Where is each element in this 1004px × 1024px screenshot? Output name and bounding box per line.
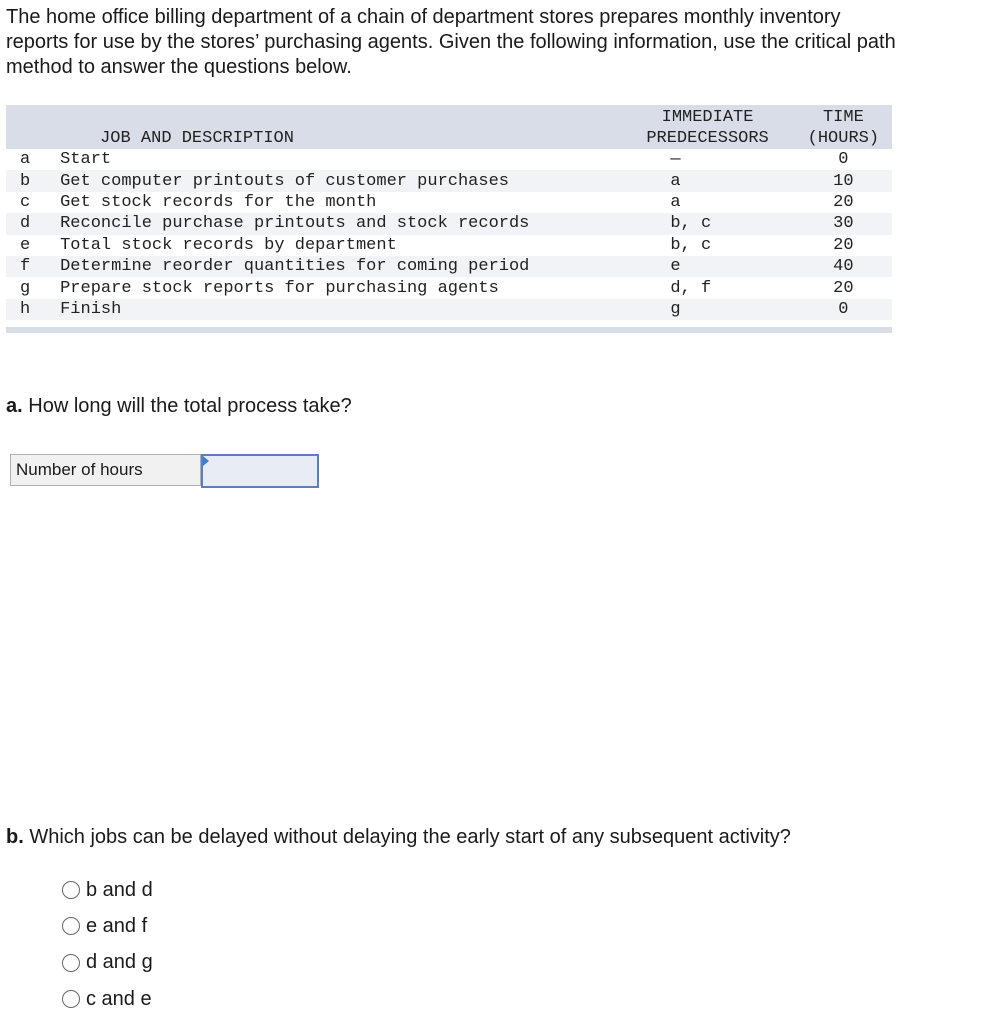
radio-button[interactable] bbox=[62, 954, 80, 972]
header-letter-col bbox=[6, 105, 57, 149]
question-a-prefix: a. bbox=[6, 395, 23, 417]
job-description: Get stock records for the month bbox=[60, 192, 377, 212]
job-description: Total stock records by department bbox=[60, 235, 397, 255]
job-table-grid bbox=[6, 105, 892, 320]
job-predecessors: e bbox=[670, 257, 681, 277]
radio-button[interactable] bbox=[62, 917, 80, 935]
hours-input[interactable] bbox=[201, 454, 319, 488]
job-predecessors: d, f bbox=[670, 278, 712, 298]
job-letter: g bbox=[20, 278, 31, 298]
job-description: Finish bbox=[60, 299, 122, 319]
option-d-and-g[interactable] bbox=[62, 945, 153, 981]
job-letter: f bbox=[20, 257, 31, 277]
option-e-and-f[interactable] bbox=[62, 908, 153, 944]
job-predecessors: — bbox=[670, 150, 681, 170]
option-label: b and d bbox=[86, 878, 153, 901]
table-row bbox=[6, 149, 892, 170]
question-a-text: How long will the total process take? bbox=[28, 395, 352, 417]
option-label: e and f bbox=[86, 914, 148, 937]
job-time: 10 bbox=[833, 171, 854, 191]
number-of-hours-label: Number of hours bbox=[10, 454, 201, 486]
option-label: c and e bbox=[86, 987, 152, 1010]
header-time-hours bbox=[795, 105, 892, 149]
radio-button[interactable] bbox=[62, 990, 80, 1008]
table-row bbox=[6, 256, 892, 277]
hours-input-wrap bbox=[201, 454, 319, 486]
job-time: 20 bbox=[833, 235, 854, 255]
table-row bbox=[6, 277, 892, 298]
option-b-and-d[interactable] bbox=[62, 872, 153, 908]
job-description: Get computer printouts of customer purchases bbox=[60, 171, 509, 191]
question-b-text: Which jobs can be delayed without delaying the early start of any subsequent activity? bbox=[29, 826, 791, 848]
answer-options bbox=[62, 872, 153, 1017]
job-table bbox=[6, 105, 892, 333]
job-time: 20 bbox=[833, 192, 854, 212]
option-label: d and g bbox=[86, 951, 153, 974]
header-pred-line1: IMMEDIATE bbox=[661, 108, 754, 127]
table-row bbox=[6, 235, 892, 256]
question-b bbox=[6, 825, 791, 849]
table-row bbox=[6, 299, 892, 320]
problem-statement bbox=[6, 5, 1004, 80]
header-job-line2: JOB AND DESCRIPTION bbox=[100, 129, 294, 148]
question-b-prefix: b. bbox=[6, 826, 24, 848]
intro-line: The home office billing department of a chain of department stores prepares monthly inventory bbox=[6, 6, 841, 28]
job-predecessors: a bbox=[670, 171, 681, 191]
job-predecessors: b, c bbox=[670, 235, 712, 255]
job-predecessors: g bbox=[670, 299, 681, 319]
question-a bbox=[6, 394, 352, 418]
job-letter: b bbox=[20, 171, 31, 191]
radio-button[interactable] bbox=[62, 881, 80, 899]
job-letter: a bbox=[20, 150, 31, 170]
intro-line: reports for use by the stores’ purchasing agents. Given the following information, use the critical path bbox=[6, 31, 896, 53]
header-time-line1: TIME bbox=[822, 108, 864, 127]
job-letter: e bbox=[20, 235, 31, 255]
job-time: 0 bbox=[838, 299, 849, 319]
job-predecessors: a bbox=[670, 192, 681, 212]
intro-line: method to answer the questions below. bbox=[6, 56, 352, 78]
job-time: 0 bbox=[838, 150, 849, 170]
table-row bbox=[6, 192, 892, 213]
header-job-description bbox=[57, 105, 620, 149]
header-time-line2: (HOURS) bbox=[807, 129, 880, 148]
header-pred-line2: PREDECESSORS bbox=[646, 129, 769, 148]
job-time: 30 bbox=[833, 214, 854, 234]
answer-row-hours bbox=[10, 454, 319, 486]
job-letter: c bbox=[20, 192, 31, 212]
table-row bbox=[6, 213, 892, 234]
job-description: Start bbox=[60, 150, 112, 170]
job-predecessors: b, c bbox=[670, 214, 712, 234]
table-bottom-rule bbox=[6, 327, 892, 333]
header-immediate-predecessors bbox=[620, 105, 794, 149]
job-letter: h bbox=[20, 299, 31, 319]
table-header-row bbox=[6, 105, 892, 149]
job-description: Reconcile purchase printouts and stock records bbox=[60, 214, 530, 234]
option-c-and-e[interactable] bbox=[62, 981, 153, 1017]
job-time: 40 bbox=[833, 257, 854, 277]
job-time: 20 bbox=[833, 278, 854, 298]
table-row bbox=[6, 170, 892, 191]
job-letter: d bbox=[20, 214, 31, 234]
job-description: Determine reorder quantities for coming period bbox=[60, 257, 530, 277]
job-description: Prepare stock reports for purchasing agents bbox=[60, 278, 499, 298]
